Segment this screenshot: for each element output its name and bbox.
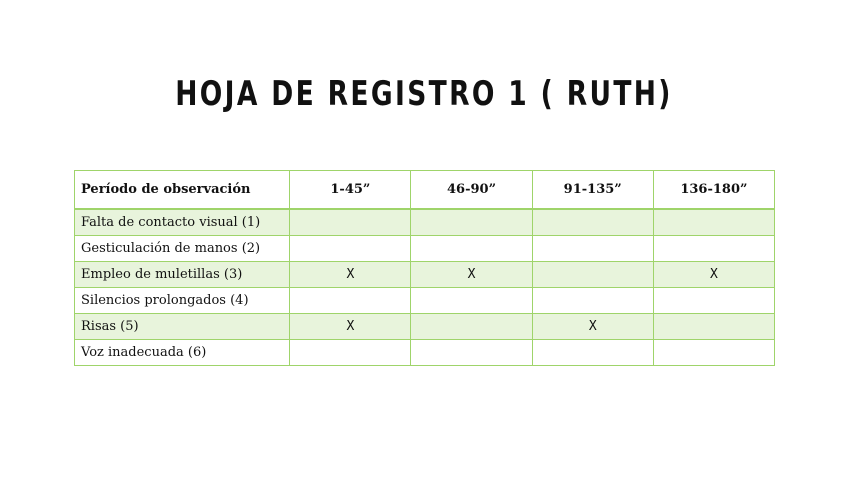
cell-mark <box>653 340 774 366</box>
cell-mark <box>653 209 774 236</box>
table-row <box>75 236 775 262</box>
cell-mark <box>532 236 653 262</box>
header-period-4: 136-180” <box>653 171 774 210</box>
cell-mark: X <box>290 262 411 288</box>
row-label: Silencios prolongados (4) <box>75 288 290 314</box>
row-label: Empleo de muletillas (3) <box>75 262 290 288</box>
page-title: HOJA DE REGISTRO 1 ( RUTH) <box>175 74 673 114</box>
cell-mark <box>290 236 411 262</box>
row-label: Falta de contacto visual (1) <box>75 209 290 236</box>
row-label: Risas (5) <box>75 314 290 340</box>
row-label: Voz inadecuada (6) <box>75 340 290 366</box>
table-row <box>75 262 775 288</box>
table-row <box>75 209 775 236</box>
header-label: Período de observación <box>75 171 290 210</box>
table-row <box>75 314 775 340</box>
table-row <box>75 340 775 366</box>
cell-mark <box>411 288 532 314</box>
cell-mark: X <box>290 314 411 340</box>
header-period-3: 91-135” <box>532 171 653 210</box>
table-header-row <box>75 171 775 210</box>
cell-mark <box>532 340 653 366</box>
cell-mark <box>532 262 653 288</box>
cell-mark <box>411 314 532 340</box>
header-period-2: 46-90” <box>411 171 532 210</box>
cell-mark <box>653 236 774 262</box>
cell-mark <box>532 209 653 236</box>
cell-mark: X <box>411 262 532 288</box>
cell-mark <box>653 288 774 314</box>
row-label: Gesticulación de manos (2) <box>75 236 290 262</box>
cell-mark <box>290 288 411 314</box>
header-period-1: 1-45” <box>290 171 411 210</box>
cell-mark <box>653 314 774 340</box>
cell-mark <box>411 209 532 236</box>
cell-mark <box>290 209 411 236</box>
cell-mark <box>411 340 532 366</box>
cell-mark: X <box>532 314 653 340</box>
cell-mark <box>290 340 411 366</box>
cell-mark <box>411 236 532 262</box>
table-row <box>75 288 775 314</box>
cell-mark <box>532 288 653 314</box>
observation-table <box>74 170 775 366</box>
cell-mark: X <box>653 262 774 288</box>
